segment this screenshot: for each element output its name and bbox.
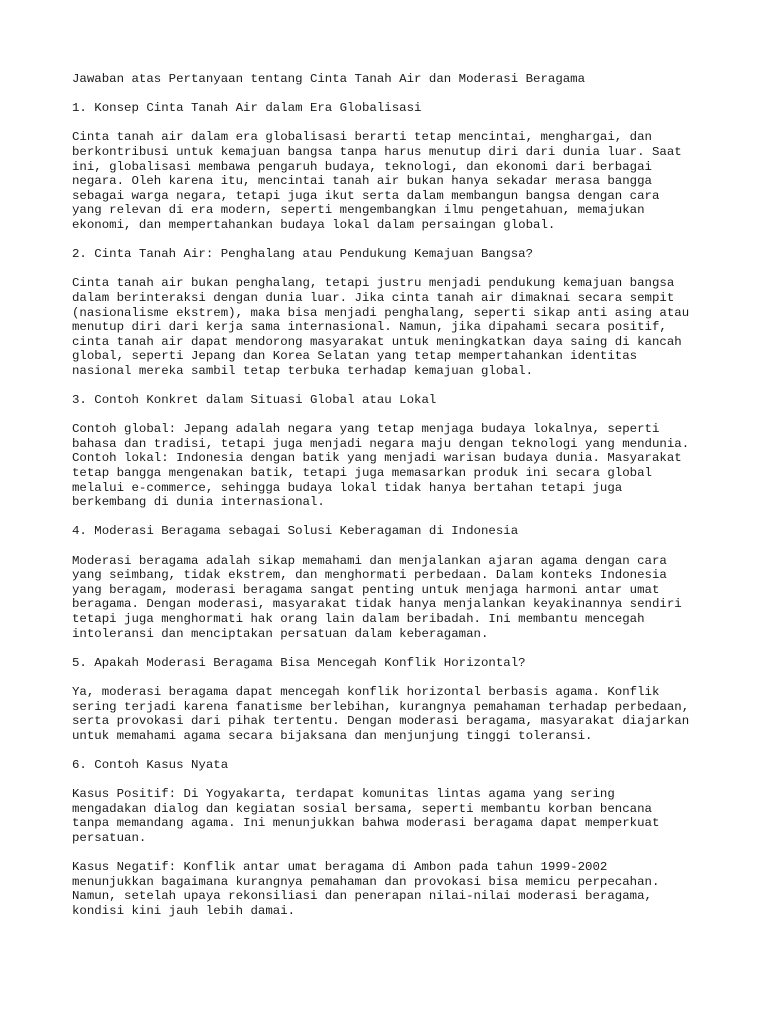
text-line: mengadakan dialog dan kegiatan sosial bersama, seperti membantu korban bencana xyxy=(72,801,652,816)
text-line: tetap bangga mengenakan batik, tetapi juga memasarkan produk ini secara global xyxy=(72,466,652,481)
text-line: sebagai warga negara, tetapi juga ikut serta dalam membangun bangsa dengan cara xyxy=(72,188,660,203)
text-line: Contoh lokal: Indonesia dengan batik yang menjadi warisan budaya dunia. Masyarakat xyxy=(72,451,682,466)
paragraph xyxy=(72,130,712,232)
text-line: beragama. Dengan moderasi, masyarakat tidak hanya menjalankan keyakinannya sendiri xyxy=(72,597,682,612)
text-line: (nasionalisme ekstrem), maka bisa menjadi penghalang, seperti sikap anti asing atau xyxy=(72,305,690,320)
text-line: intoleransi dan menciptakan persatuan dalam keberagaman. xyxy=(72,626,489,641)
section-heading xyxy=(72,101,712,116)
text-line: 5. Apakah Moderasi Beragama Bisa Mencegah Konflik Horizontal? xyxy=(72,655,526,670)
text-line: menunjukkan bagaimana kurangnya pemahaman dan provokasi bisa memicu perpecahan. xyxy=(72,874,660,889)
text-line: 2. Cinta Tanah Air: Penghalang atau Pendukung Kemajuan Bangsa? xyxy=(72,247,534,262)
text-line: Cinta tanah air dalam era globalisasi berarti tetap mencintai, menghargai, dan xyxy=(72,130,652,145)
text-line: sering terjadi karena fanatisme berlebihan, kurangnya pemahaman terhadap perbedaan, xyxy=(72,699,690,714)
text-line: Namun, setelah upaya rekonsiliasi dan penerapan nilai-nilai moderasi beragama, xyxy=(72,889,652,904)
text-line: serta provokasi dari pihak tertentu. Dengan moderasi beragama, masyarakat diajarkan xyxy=(72,714,690,729)
text-line: cinta tanah air dapat mendorong masyarakat untuk meningkatkan daya saing di kancah xyxy=(72,334,682,349)
text-line: dalam berinteraksi dengan dunia luar. Jika cinta tanah air dimaknai secara sempit xyxy=(72,290,675,305)
text-line: yang seimbang, tidak ekstrem, dan menghormati perbedaan. Dalam konteks Indonesia xyxy=(72,568,667,583)
section-heading xyxy=(72,393,712,408)
document-title xyxy=(72,72,712,87)
paragraph xyxy=(72,685,712,743)
section-heading xyxy=(72,656,712,671)
text-line: Cinta tanah air bukan penghalang, tetapi justru menjadi pendukung kemajuan bangsa xyxy=(72,276,675,291)
text-line: 6. Contoh Kasus Nyata xyxy=(72,757,229,772)
text-line: tanpa memandang agama. Ini menunjukkan bahwa moderasi beragama dapat memperkuat xyxy=(72,816,660,831)
text-line: 1. Konsep Cinta Tanah Air dalam Era Globalisasi xyxy=(72,101,422,116)
text-line: Moderasi beragama adalah sikap memahami dan menjalankan ajaran agama dengan cara xyxy=(72,553,667,568)
document-body xyxy=(72,101,712,918)
text-line: persatuan. xyxy=(72,830,147,845)
section-heading xyxy=(72,758,712,773)
paragraph xyxy=(72,860,712,918)
text-line: Contoh global: Jepang adalah negara yang tetap menjaga budaya lokalnya, seperti xyxy=(72,422,660,437)
paragraph xyxy=(72,554,712,642)
text-line: tetapi juga menghormati hak orang lain dalam beribadah. Ini membantu mencegah xyxy=(72,611,645,626)
section-heading xyxy=(72,524,712,539)
text-line: ekonomi, dan mempertahankan budaya lokal dalam persaingan global. xyxy=(72,217,556,232)
text-line: Ya, moderasi beragama dapat mencegah konflik horizontal berbasis agama. Konflik xyxy=(72,684,660,699)
text-line: melalui e-commerce, sehingga budaya lokal tidak hanya bertahan tetapi juga xyxy=(72,480,623,495)
paragraph xyxy=(72,787,712,845)
text-line: 3. Contoh Konkret dalam Situasi Global atau Lokal xyxy=(72,393,437,408)
text-line: bahasa dan tradisi, tetapi juga menjadi negara maju dengan teknologi yang mendunia. xyxy=(72,436,690,451)
text-line: yang beragam, moderasi beragama sangat penting untuk menjaga harmoni antar umat xyxy=(72,582,660,597)
text-line: negara. Oleh karena itu, mencintai tanah air bukan hanya sekadar merasa bangga xyxy=(72,174,652,189)
title-line: Jawaban atas Pertanyaan tentang Cinta Tanah Air dan Moderasi Beragama xyxy=(72,72,586,86)
text-line: Kasus Positif: Di Yogyakarta, terdapat komunitas lintas agama yang sering xyxy=(72,787,615,802)
text-line: yang relevan di era modern, seperti mengembangkan ilmu pengetahuan, memajukan xyxy=(72,203,645,218)
paragraph xyxy=(72,276,712,378)
text-line: menutup diri dari kerja sama internasional. Namun, jika dipahami secara positif, xyxy=(72,320,667,335)
text-line: 4. Moderasi Beragama sebagai Solusi Keberagaman di Indonesia xyxy=(72,524,519,539)
text-line: nasional mereka sambil tetap terbuka terhadap kemajuan global. xyxy=(72,363,534,378)
text-line: Kasus Negatif: Konflik antar umat beragama di Ambon pada tahun 1999-2002 xyxy=(72,860,608,875)
paragraph xyxy=(72,422,712,510)
section-heading xyxy=(72,247,712,262)
text-line: berkembang di dunia internasional. xyxy=(72,495,325,510)
text-line: ini, globalisasi membawa pengaruh budaya, teknologi, dan ekonomi dari berbagai xyxy=(72,159,652,174)
document-page xyxy=(72,72,712,933)
text-line: berkontribusi untuk kemajuan bangsa tanpa harus menutup diri dari dunia luar. Saat xyxy=(72,144,682,159)
text-line: kondisi kini jauh lebih damai. xyxy=(72,903,296,918)
text-line: untuk memahami agama secara bijaksana dan menjunjung tinggi toleransi. xyxy=(72,728,593,743)
text-line: global, seperti Jepang dan Korea Selatan yang tetap mempertahankan identitas xyxy=(72,349,638,364)
